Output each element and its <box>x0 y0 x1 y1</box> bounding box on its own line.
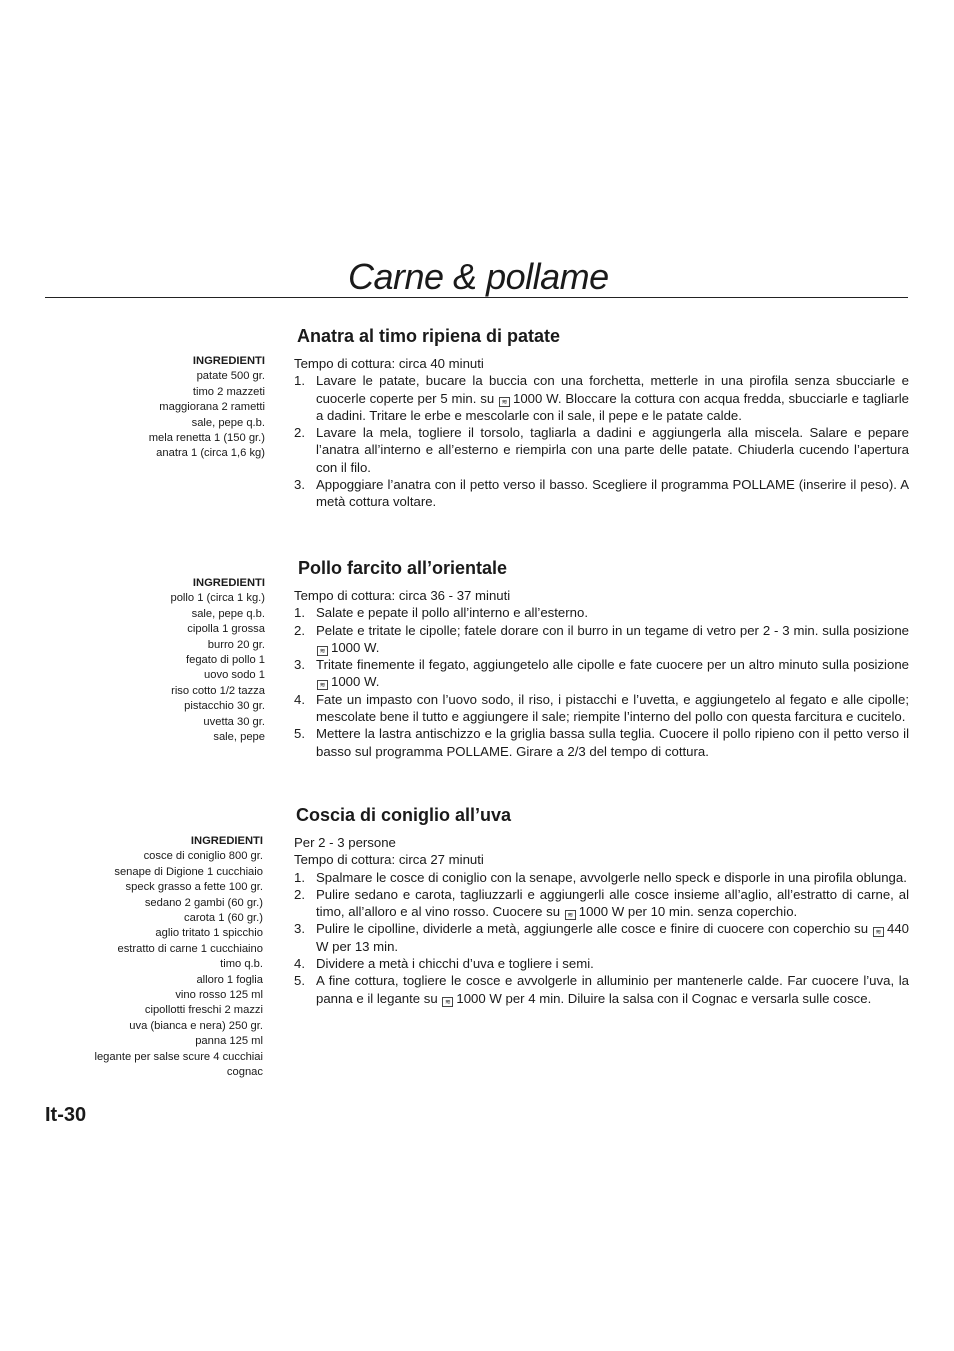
step <box>294 372 909 424</box>
ingredients-header: INGREDIENTI <box>190 835 263 847</box>
step-number: 5. <box>294 726 305 742</box>
step-text: Fate un impasto con l’uovo sodo, il riso, i pistacchi e l’uvetta, e aggiungetelo al fegato e alle cipolle; mescolate bene il tutto e aggiungere il sale; riempite l’interno del pollo con questa farcitura e cucitelo. <box>316 691 909 725</box>
step-text: Pelate e tritate le cipolle; fatele dorare con il burro in un tegame di vetro per 2 - 3 min. sulla posizione <box>316 622 909 638</box>
microwave-icon: ≋ <box>442 997 453 1007</box>
step-text: Appoggiare l’anatra con il petto verso il basso. Scegliere il programma POLLAME (inserire il peso). A metà cottura voltare. <box>316 477 909 510</box>
recipe-body <box>294 355 909 511</box>
cooking-time: Tempo di cottura: circa 27 minuti <box>294 852 484 868</box>
ingredient: mela renetta 1 (150 gr.) <box>148 432 265 445</box>
step-text: Salate e pepate il pollo all’interno e all’esterno. <box>316 605 588 621</box>
step-text: Mettere la lastra antischizzo e la griglia bassa sulla teglia. Cuocere il pollo ripieno con il petto verso il basso sul programma POLLAME. Girare a 2/3 del tempo di cottura. <box>316 726 909 759</box>
ingredient: sedano 2 gambi (60 gr.) <box>144 896 263 909</box>
ingredient: panna 125 ml <box>195 1035 263 1048</box>
ingredient: timo q.b. <box>220 958 263 971</box>
cooking-time: Tempo di cottura: circa 36 - 37 minuti <box>294 588 511 603</box>
ingredient: uovo sodo 1 <box>204 669 265 682</box>
step-text: Spalmare le cosce di coniglio con la senape, avvolgerle nello speck e disporle in una pirofila oblunga. <box>316 869 907 885</box>
microwave-icon: ≋ <box>317 680 328 690</box>
step <box>294 869 909 886</box>
step <box>294 955 909 972</box>
step-text-cont: 1000 W. <box>331 639 380 655</box>
ingredient: aglio tritato 1 spicchio <box>155 927 263 940</box>
ingredient: uva (bianca e nera) 250 gr. <box>129 1019 263 1032</box>
ingredients-list <box>45 576 265 745</box>
step-text: A fine cottura, togliere le cosce e avvolgerle in alluminio per mantenerle calde. Far cuocere l’uva, la panna e il legante su <box>316 973 909 1006</box>
step-number: 1. <box>294 605 305 621</box>
step-number: 2. <box>294 886 305 902</box>
step-number: 3. <box>294 921 305 937</box>
ingredient: legante per salse scure 4 cucchiai <box>94 1050 263 1063</box>
step <box>294 604 909 621</box>
ingredient: speck grasso a fette 100 gr. <box>125 881 263 894</box>
step <box>294 886 909 921</box>
page-number: It-30 <box>45 1104 87 1126</box>
ingredient: vino rosso 125 ml <box>175 989 263 1002</box>
step-text: Dividere a metà i chicchi d’uva e togliere i semi. <box>316 956 594 972</box>
ingredient: riso cotto 1/2 tazza <box>171 684 265 697</box>
step-number: 3. <box>294 657 305 673</box>
ingredient: pistacchio 30 gr. <box>184 700 265 713</box>
step-text: Lavare la mela, togliere il torsolo, tagliarla a dadini e aggiungerla alla miscela. Salare e pepare l’anatra all’interno e all’esterno e riempirla con una parte delle patate. Chiuderla cucendo l’apertura con il filo. <box>316 425 909 475</box>
ingredient: burro 20 gr. <box>207 638 265 651</box>
step-text-cont: 1000 W per 10 min. senza coperchio. <box>578 904 798 920</box>
recipe-body <box>294 834 909 1007</box>
step-text: Pulire le cipolline, dividerle a metà, aggiungerle alle cosce e finire di cuocere con coperchio su <box>316 921 872 937</box>
ingredient: sale, pepe q.b. <box>191 607 265 620</box>
ingredient: senape di Digione 1 cucchiaio <box>114 865 263 878</box>
ingredients-list <box>43 834 263 1081</box>
recipe-title: Pollo farcito all’orientale <box>298 558 508 578</box>
ingredient: uvetta 30 gr. <box>203 715 265 728</box>
recipe-body <box>294 587 909 760</box>
step-number: 1. <box>294 869 305 885</box>
ingredients-header: INGREDIENTI <box>192 355 265 367</box>
step-text: Lavare le patate, bucare la buccia con una forchetta, metterle in una pirofila senza sbucciarle e cuocerle coperte per 5 min. su <box>316 373 909 406</box>
step <box>294 691 909 726</box>
step-text-cont: 1000 W. Bloccare la cottura con acqua fredda, sbucciarle e tagliarle a dadini. Tritare le erbe e mescolarle con il sale, il pepe e le patate calde. <box>316 390 909 423</box>
microwave-icon: ≋ <box>873 927 884 937</box>
ingredient: pollo 1 (circa 1 kg.) <box>170 592 265 605</box>
ingredient: maggiorana 2 rametti <box>159 401 265 414</box>
ingredient: alloro 1 foglia <box>196 973 263 986</box>
step <box>294 622 909 657</box>
step-number: 2. <box>294 425 305 441</box>
ingredient: cosce di coniglio 800 gr. <box>143 850 263 863</box>
ingredients-header: INGREDIENTI <box>192 577 265 589</box>
step-number: 1. <box>294 373 305 389</box>
step-number: 3. <box>294 477 305 493</box>
step-number: 2. <box>294 622 305 638</box>
step <box>294 424 909 476</box>
microwave-icon: ≋ <box>565 910 576 920</box>
ingredient: cipollotti freschi 2 mazzi <box>144 1004 263 1017</box>
step-text-cont: 1000 W. <box>331 674 380 690</box>
step <box>294 476 909 511</box>
step-text: Pulire sedano e carota, tagliuzzarli e aggiungerli alle cosce insieme all’aglio, all’estratto di carne, al timo, all’alloro e al vino rosso. Cuocere su <box>316 886 909 920</box>
step <box>294 972 909 1007</box>
step-number: 4. <box>294 956 305 972</box>
ingredient: timo 2 mazzeti <box>192 385 265 398</box>
ingredient: estratto di carne 1 cucchiaino <box>117 942 263 955</box>
step-number: 5. <box>294 973 305 989</box>
recipe-title: Coscia di coniglio all’uva <box>296 805 512 825</box>
microwave-icon: ≋ <box>317 646 328 656</box>
title-rule <box>45 297 908 298</box>
ingredient: anatra 1 (circa 1,6 kg) <box>156 447 265 460</box>
ingredient: carota 1 (60 gr.) <box>184 912 263 925</box>
step <box>294 920 909 955</box>
step-number: 4. <box>294 691 305 707</box>
step-text-cont: 1000 W per 4 min. Diluire la salsa con il Cognac e versarla sulle cosce. <box>456 990 872 1006</box>
ingredient: cognac <box>226 1066 263 1079</box>
step-text: Tritate finemente il fegato, aggiungetelo alle cipolle e fate cuocere per un altro minuto sulla posizione <box>316 657 909 673</box>
ingredient: sale, pepe q.b. <box>191 416 265 429</box>
ingredient: patate 500 gr. <box>196 370 265 383</box>
step <box>294 725 909 760</box>
page-title: Carne & pollame <box>348 256 609 297</box>
recipe-title: Anatra al timo ripiena di patate <box>297 326 561 346</box>
ingredients-list <box>45 354 265 462</box>
ingredient: cipolla 1 grossa <box>187 623 265 636</box>
microwave-icon: ≋ <box>499 397 510 407</box>
step-text-cont: 440 W per 13 min. <box>316 921 909 954</box>
cooking-time: Tempo di cottura: circa 40 minuti <box>294 356 484 371</box>
step <box>294 656 909 691</box>
ingredient: sale, pepe <box>213 731 265 744</box>
ingredient: fegato di pollo 1 <box>186 654 265 667</box>
servings: Per 2 - 3 persone <box>294 835 396 850</box>
